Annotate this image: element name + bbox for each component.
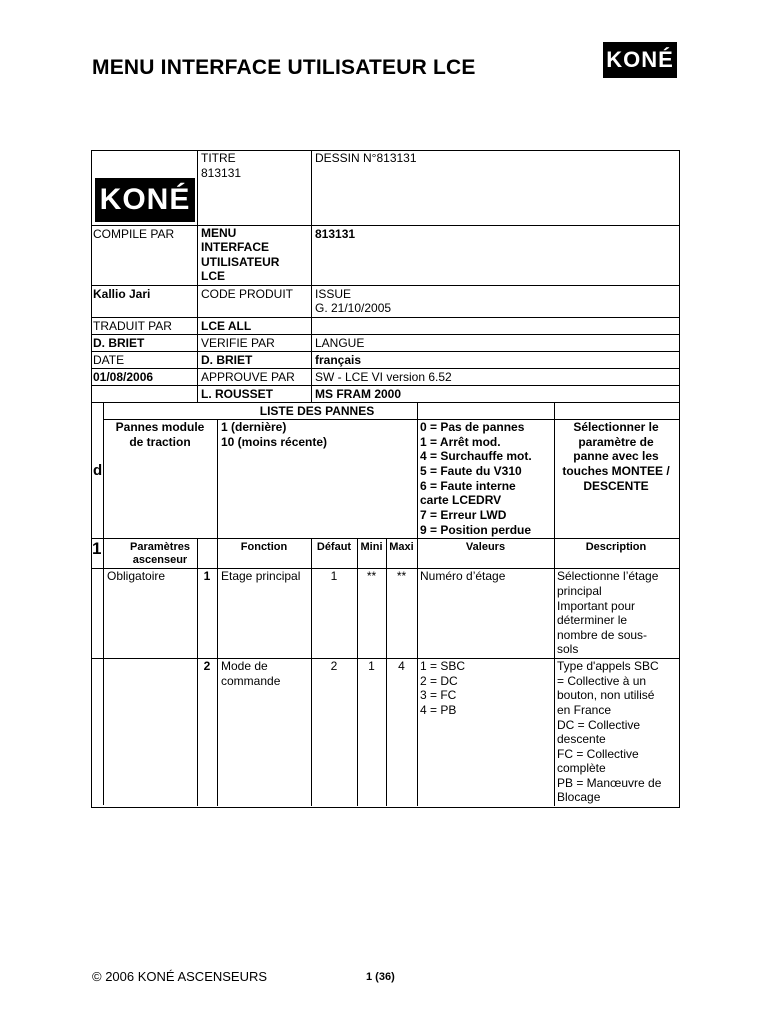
col-divider [554, 538, 555, 806]
issue-value: G. 21/10/2005 [315, 301, 392, 315]
row-divider [91, 351, 680, 352]
param-valeur: 4 = PB [420, 703, 457, 717]
page-number: 1 (36) [366, 971, 395, 983]
menu-title-line: LCE [201, 269, 225, 283]
pannes-module-label: Pannes module [115, 420, 205, 434]
panne-code: 5 = Faute du V310 [420, 464, 522, 478]
instruction-line: paramètre de [578, 435, 654, 449]
liste-des-pannes-heading: LISTE DES PANNES [259, 404, 375, 418]
param-valeur: Numéro d’étage [420, 569, 506, 583]
row-divider [91, 368, 680, 369]
param-description-line: complète [557, 761, 606, 775]
param-number: 2 [203, 659, 211, 673]
param-description-line: Blocage [557, 790, 601, 804]
param-description-line: sols [557, 642, 579, 656]
param-description-line: descente [557, 732, 606, 746]
ms-fram: MS FRAM 2000 [315, 387, 402, 401]
param-description-line: nombre de sous- [557, 628, 648, 642]
col-divider [197, 150, 198, 402]
kone-logo [603, 42, 677, 78]
row-divider [91, 285, 680, 286]
panne-code: 1 = Arrêt mod. [420, 435, 501, 449]
maxi-header: Maxi [389, 541, 414, 553]
menu-title-line: MENU [201, 226, 237, 240]
panne-code: 7 = Erreur LWD [420, 508, 507, 522]
panne-code: 4 = Surchauffe mot. [420, 449, 532, 463]
menu-title-line: INTERFACE [201, 240, 270, 254]
order-last: 10 (moins récente) [221, 435, 328, 449]
params-group-header: Paramètres [130, 541, 190, 553]
param-description-line: DC = Collective [557, 718, 641, 732]
row-divider [91, 385, 680, 386]
param-mini: 1 [368, 659, 375, 673]
param-group: Obligatoire [107, 569, 166, 583]
date-value: 01/08/2006 [93, 370, 154, 384]
panne-code: 0 = Pas de pannes [420, 420, 525, 434]
param-valeur: 2 = DC [420, 674, 458, 688]
defaut-header: Défaut [316, 541, 352, 553]
param-fonction: Mode de [221, 659, 268, 673]
col-divider [417, 402, 418, 538]
col-divider [217, 419, 218, 538]
param-valeur: 3 = FC [420, 688, 457, 702]
row-divider [91, 317, 680, 318]
traduit-par-label: TRADUIT PAR [93, 319, 172, 333]
dessin-number: DESSIN N°813131 [315, 151, 417, 165]
row-divider [91, 334, 680, 335]
col-divider [417, 538, 418, 806]
description-header: Description [585, 541, 647, 553]
param-description-line: Sélectionne l’étage [557, 569, 659, 583]
param-fonction: commande [221, 674, 281, 688]
param-mini: ** [366, 569, 377, 583]
langue-value: français [315, 353, 362, 367]
footer-copyright: © 2006 KONÉ ASCENSEURS [92, 969, 268, 984]
params-group-header: ascenseur [132, 554, 188, 566]
order-first: 1 (dernière) [221, 420, 287, 434]
lce-all: LCE ALL [201, 319, 252, 333]
verificateur-name: D. BRIET [201, 353, 253, 367]
titre-label: TITRE [201, 151, 236, 165]
param-description-line: FC = Collective [557, 747, 639, 761]
verifie-par-label: VERIFIE PAR [201, 336, 275, 350]
issue-label: ISSUE [315, 287, 352, 301]
compiler-name: Kallio Jari [93, 287, 151, 301]
param-description-line: Type d'appels SBC [557, 659, 659, 673]
traducteur-name: D. BRIET [93, 336, 145, 350]
section-number: 1 [92, 539, 102, 558]
page-title: MENU INTERFACE UTILISATEUR LCE [92, 56, 476, 79]
pannes-module-label: de traction [129, 435, 191, 449]
panne-code: carte LCEDRV [420, 493, 502, 507]
row-divider [91, 402, 680, 403]
date-label: DATE [93, 353, 125, 367]
col-divider [217, 538, 218, 806]
menu-number: 813131 [315, 227, 356, 241]
menu-title-line: UTILISATEUR [201, 255, 280, 269]
col-divider [103, 402, 104, 805]
panne-code: 6 = Faute interne [420, 479, 516, 493]
param-description-line: Important pour [557, 599, 636, 613]
mini-header: Mini [360, 541, 383, 553]
section-letter: d [93, 462, 103, 479]
sw-version: SW - LCE VI version 6.52 [315, 370, 452, 384]
instruction-line: Sélectionner le [573, 420, 659, 434]
col-divider [311, 150, 312, 402]
param-description-line: principal [557, 584, 602, 598]
logo-text: KONÉ [606, 47, 674, 72]
param-valeur: 1 = SBC [420, 659, 466, 673]
instruction-line: panne avec les [573, 449, 659, 463]
code-produit-label: CODE PRODUIT [201, 287, 294, 301]
param-description-line: déterminer le [557, 613, 628, 627]
param-description-line: en France [557, 703, 612, 717]
approuve-par-label: APPROUVE PAR [201, 370, 295, 384]
instruction-line: DESCENTE [583, 479, 649, 493]
param-maxi: ** [396, 569, 407, 583]
langue-label: LANGUE [315, 336, 365, 350]
instruction-line: touches MONTEE / [562, 464, 670, 478]
param-description-line: PB = Manœuvre de [557, 776, 662, 790]
param-description-line: bouton, non utilisé [557, 688, 655, 702]
valeurs-header: Valeurs [465, 541, 506, 553]
param-number: 1 [203, 569, 211, 583]
logo-text: KONÉ [99, 183, 191, 216]
param-defaut: 1 [330, 569, 338, 583]
panne-code: 9 = Position perdue [420, 523, 532, 537]
row-divider [91, 225, 680, 226]
compile-par-label: COMPILE PAR [93, 227, 175, 241]
param-description-line: = Collective à un [557, 674, 647, 688]
param-fonction: Etage principal [221, 569, 301, 583]
param-maxi: 4 [398, 659, 405, 673]
fonction-header: Fonction [240, 541, 288, 553]
titre-value: 813131 [201, 166, 242, 180]
kone-logo [95, 178, 195, 222]
param-defaut: 2 [330, 659, 338, 673]
approbateur-name: L. ROUSSET [201, 387, 274, 401]
